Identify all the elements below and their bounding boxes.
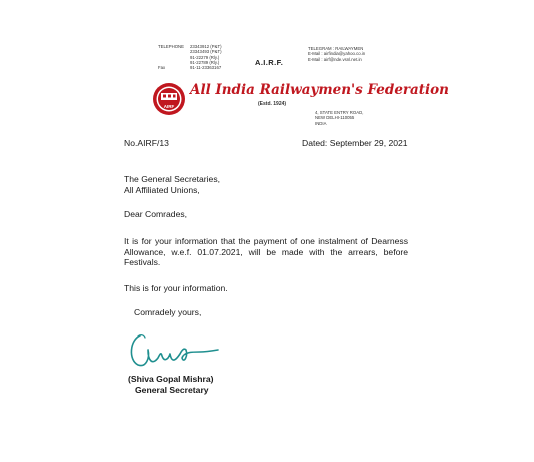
telegram-block <box>308 46 365 62</box>
telephone-4: 91-22789 (Rly.) <box>190 59 220 65</box>
recipient-line-1: The General Secretaries, <box>124 174 221 184</box>
acronym: A.I.R.F. <box>255 58 284 67</box>
telephone-label: TELEPHONE <box>158 44 185 49</box>
email-1: E-Mail : airfindia@yahoo.co.in <box>308 51 366 57</box>
address-block <box>315 110 363 126</box>
address-line-2: NEW DELHI-110055 <box>315 115 355 121</box>
letter-date: Dated: September 29, 2021 <box>302 138 408 148</box>
reference-number: No.AIRF/13 <box>124 138 169 148</box>
salutation: Dear Comrades, <box>124 209 188 219</box>
recipient-line-2: All Affiliated Unions, <box>124 185 200 195</box>
telephone-3: 91-22279 (Rly.) <box>190 54 220 60</box>
info-line: This is for your information. <box>124 283 228 293</box>
email-2: E-Mail : airf@nde.vsnl.net.in <box>308 56 362 62</box>
telephone-2: 23343493 (P&T) <box>190 49 222 55</box>
address-line-1: 4, STATE ENTRY ROAD, <box>315 110 364 115</box>
signature-icon <box>126 330 221 372</box>
telegram: TELEGRAM : RAILWAYMEN <box>308 46 364 51</box>
contact-block <box>158 44 222 70</box>
fax-label: Fax <box>158 65 166 71</box>
signer-title: General Secretary <box>135 385 209 395</box>
airf-logo-icon <box>152 82 186 116</box>
letterhead <box>150 44 449 126</box>
fax-number: 91-11-23363167 <box>190 65 222 71</box>
closing: Comradely yours, <box>134 307 202 317</box>
letter-body: It is for your information that the payment of one instalment of Dearness Allowance, w.e.f. 01.07.2021, will be made with the arrears, before Festivals. <box>124 236 408 268</box>
established-year: (Estd. 1924) <box>258 101 287 107</box>
telephone-1: 23343912 (P&T) <box>190 44 222 49</box>
signer-name: (Shiva Gopal Mishra) <box>128 374 214 384</box>
federation-name: All India Railwaymen's Federation <box>190 82 449 98</box>
address-line-3: INDIA <box>315 120 327 126</box>
logo-text: AIRF <box>163 104 175 109</box>
